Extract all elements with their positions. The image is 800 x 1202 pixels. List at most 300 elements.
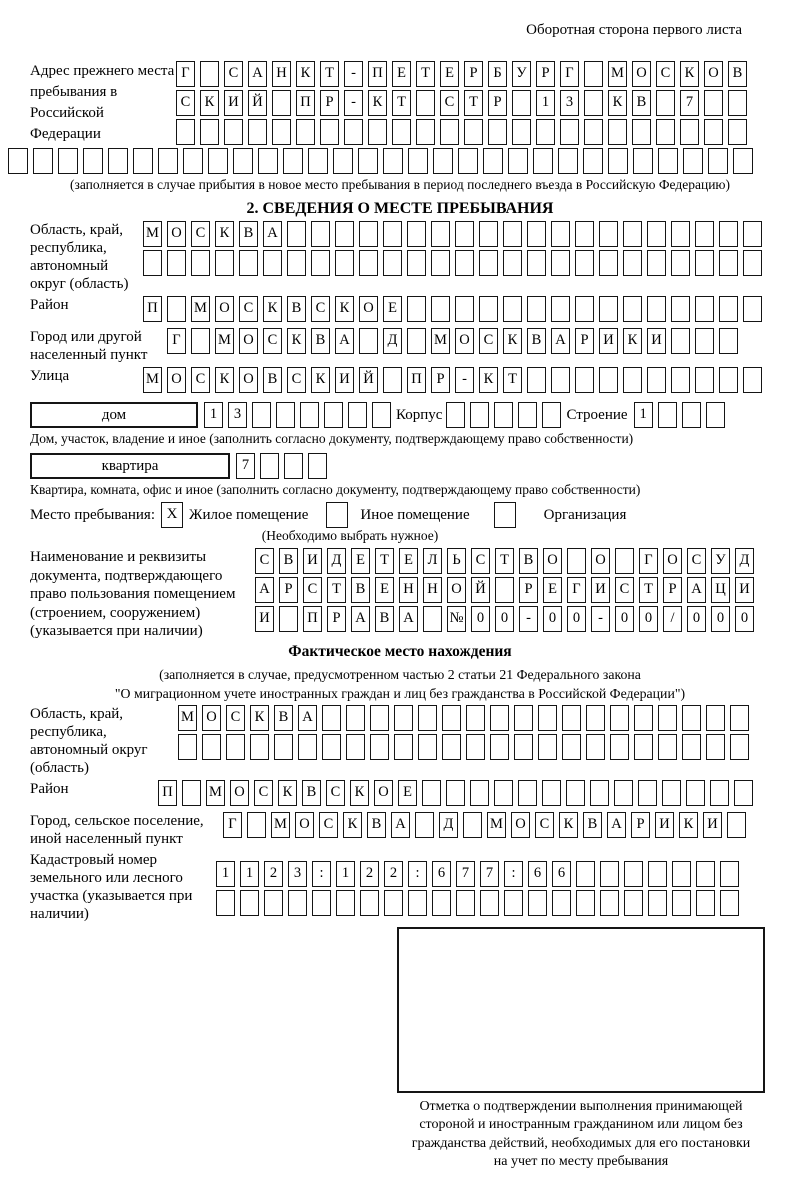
char-box[interactable] <box>431 250 450 276</box>
char-box[interactable] <box>248 119 267 145</box>
char-box[interactable] <box>599 250 618 276</box>
char-box[interactable] <box>696 890 715 916</box>
char-box[interactable] <box>662 780 681 806</box>
char-box[interactable] <box>418 734 437 760</box>
char-box[interactable] <box>108 148 128 174</box>
char-box[interactable]: М <box>191 296 210 322</box>
char-box[interactable] <box>250 734 269 760</box>
char-box[interactable]: К <box>368 90 387 116</box>
char-box[interactable]: Е <box>351 548 370 574</box>
char-box[interactable] <box>647 221 666 247</box>
char-box[interactable] <box>576 890 595 916</box>
char-box[interactable] <box>672 890 691 916</box>
char-box[interactable]: С <box>191 367 210 393</box>
char-box[interactable]: В <box>375 606 394 632</box>
char-box[interactable]: 0 <box>567 606 586 632</box>
char-box[interactable] <box>360 890 379 916</box>
char-box[interactable]: Р <box>663 577 682 603</box>
char-box[interactable] <box>608 148 628 174</box>
char-box[interactable]: С <box>326 780 345 806</box>
char-box[interactable] <box>743 250 762 276</box>
char-box[interactable] <box>695 367 714 393</box>
char-box[interactable]: П <box>143 296 162 322</box>
char-box[interactable]: В <box>263 367 282 393</box>
char-box[interactable] <box>633 148 653 174</box>
char-box[interactable] <box>599 367 618 393</box>
char-box[interactable] <box>494 402 513 428</box>
char-box[interactable] <box>359 221 378 247</box>
char-box[interactable]: Г <box>167 328 186 354</box>
char-box[interactable]: 0 <box>471 606 490 632</box>
char-box[interactable] <box>575 367 594 393</box>
char-box[interactable] <box>658 402 677 428</box>
char-box[interactable]: Е <box>392 61 411 87</box>
char-box[interactable] <box>728 119 747 145</box>
char-box[interactable] <box>533 148 553 174</box>
char-box[interactable] <box>560 119 579 145</box>
char-box[interactable]: К <box>335 296 354 322</box>
char-box[interactable] <box>260 453 279 479</box>
char-box[interactable]: В <box>527 328 546 354</box>
char-box[interactable]: 7 <box>480 861 499 887</box>
char-box[interactable]: Р <box>575 328 594 354</box>
char-box[interactable]: 1 <box>204 402 223 428</box>
char-box[interactable]: В <box>632 90 651 116</box>
char-box[interactable]: М <box>178 705 197 731</box>
char-box[interactable]: О <box>167 221 186 247</box>
char-box[interactable] <box>518 780 537 806</box>
char-box[interactable] <box>202 734 221 760</box>
char-box[interactable]: 0 <box>615 606 634 632</box>
char-box[interactable]: В <box>274 705 293 731</box>
char-box[interactable] <box>407 328 426 354</box>
char-box[interactable] <box>728 90 747 116</box>
char-box[interactable] <box>344 119 363 145</box>
char-box[interactable] <box>335 250 354 276</box>
char-box[interactable]: С <box>254 780 273 806</box>
char-box[interactable]: О <box>239 367 258 393</box>
char-box[interactable]: : <box>504 861 523 887</box>
char-box[interactable]: Р <box>431 367 450 393</box>
char-box[interactable] <box>695 296 714 322</box>
char-box[interactable]: 1 <box>336 861 355 887</box>
char-box[interactable]: И <box>591 577 610 603</box>
char-box[interactable] <box>695 328 714 354</box>
char-box[interactable] <box>508 148 528 174</box>
char-box[interactable]: А <box>255 577 274 603</box>
organization-checkbox[interactable] <box>494 502 516 528</box>
char-box[interactable] <box>743 367 762 393</box>
char-box[interactable] <box>518 402 537 428</box>
char-box[interactable]: У <box>512 61 531 87</box>
char-box[interactable] <box>431 221 450 247</box>
char-box[interactable]: Н <box>272 61 291 87</box>
char-box[interactable] <box>407 250 426 276</box>
char-box[interactable]: 0 <box>543 606 562 632</box>
char-box[interactable]: Н <box>399 577 418 603</box>
char-box[interactable]: О <box>455 328 474 354</box>
char-box[interactable]: Т <box>464 90 483 116</box>
char-box[interactable] <box>320 119 339 145</box>
char-box[interactable]: С <box>311 296 330 322</box>
char-box[interactable]: И <box>224 90 243 116</box>
char-box[interactable] <box>733 148 753 174</box>
char-box[interactable]: С <box>440 90 459 116</box>
char-box[interactable] <box>233 148 253 174</box>
char-box[interactable] <box>167 296 186 322</box>
char-box[interactable] <box>512 90 531 116</box>
char-box[interactable]: М <box>487 812 506 838</box>
char-box[interactable] <box>200 119 219 145</box>
char-box[interactable] <box>536 119 555 145</box>
char-box[interactable] <box>308 453 327 479</box>
char-box[interactable] <box>191 250 210 276</box>
char-box[interactable] <box>423 606 442 632</box>
char-box[interactable]: К <box>350 780 369 806</box>
char-box[interactable]: Ц <box>711 577 730 603</box>
char-box[interactable]: Й <box>248 90 267 116</box>
char-box[interactable]: К <box>287 328 306 354</box>
char-box[interactable] <box>336 890 355 916</box>
char-box[interactable]: М <box>608 61 627 87</box>
char-box[interactable] <box>658 148 678 174</box>
char-box[interactable] <box>614 780 633 806</box>
char-box[interactable] <box>8 148 28 174</box>
char-box[interactable] <box>455 296 474 322</box>
char-box[interactable]: Р <box>327 606 346 632</box>
char-box[interactable] <box>394 734 413 760</box>
char-box[interactable] <box>284 453 303 479</box>
char-box[interactable] <box>562 734 581 760</box>
char-box[interactable]: Е <box>383 296 402 322</box>
char-box[interactable]: С <box>656 61 675 87</box>
char-box[interactable]: П <box>296 90 315 116</box>
char-box[interactable]: Е <box>375 577 394 603</box>
char-box[interactable] <box>224 119 243 145</box>
char-box[interactable] <box>335 221 354 247</box>
char-box[interactable]: О <box>591 548 610 574</box>
char-box[interactable] <box>383 148 403 174</box>
char-box[interactable]: 0 <box>711 606 730 632</box>
char-box[interactable] <box>300 402 319 428</box>
char-box[interactable] <box>656 90 675 116</box>
char-box[interactable] <box>634 734 653 760</box>
char-box[interactable]: 6 <box>528 861 547 887</box>
char-box[interactable] <box>200 61 219 87</box>
char-box[interactable] <box>503 250 522 276</box>
char-box[interactable] <box>584 90 603 116</box>
char-box[interactable] <box>407 296 426 322</box>
char-box[interactable] <box>383 367 402 393</box>
char-box[interactable]: Б <box>488 61 507 87</box>
char-box[interactable]: Й <box>359 367 378 393</box>
char-box[interactable] <box>648 861 667 887</box>
char-box[interactable] <box>480 890 499 916</box>
char-box[interactable]: А <box>351 606 370 632</box>
char-box[interactable] <box>704 90 723 116</box>
char-box[interactable] <box>346 734 365 760</box>
char-box[interactable] <box>276 402 295 428</box>
char-box[interactable] <box>488 119 507 145</box>
char-box[interactable] <box>296 119 315 145</box>
char-box[interactable]: В <box>367 812 386 838</box>
char-box[interactable]: И <box>735 577 754 603</box>
char-box[interactable]: А <box>687 577 706 603</box>
char-box[interactable] <box>623 367 642 393</box>
char-box[interactable]: 0 <box>735 606 754 632</box>
char-box[interactable] <box>455 250 474 276</box>
char-box[interactable] <box>247 812 266 838</box>
char-box[interactable] <box>706 402 725 428</box>
char-box[interactable] <box>503 296 522 322</box>
char-box[interactable]: 7 <box>236 453 255 479</box>
char-box[interactable]: М <box>431 328 450 354</box>
char-box[interactable] <box>346 705 365 731</box>
char-box[interactable] <box>311 250 330 276</box>
char-box[interactable] <box>647 296 666 322</box>
char-box[interactable] <box>672 861 691 887</box>
char-box[interactable] <box>287 221 306 247</box>
char-box[interactable]: М <box>271 812 290 838</box>
char-box[interactable]: В <box>519 548 538 574</box>
char-box[interactable]: И <box>655 812 674 838</box>
char-box[interactable] <box>632 119 651 145</box>
char-box[interactable] <box>324 402 343 428</box>
char-box[interactable] <box>394 705 413 731</box>
char-box[interactable] <box>358 148 378 174</box>
char-box[interactable] <box>283 148 303 174</box>
char-box[interactable] <box>706 734 725 760</box>
char-box[interactable] <box>634 705 653 731</box>
char-box[interactable] <box>551 221 570 247</box>
char-box[interactable] <box>638 780 657 806</box>
char-box[interactable] <box>623 250 642 276</box>
char-box[interactable]: О <box>704 61 723 87</box>
char-box[interactable] <box>527 221 546 247</box>
char-box[interactable]: Е <box>399 548 418 574</box>
char-box[interactable] <box>83 148 103 174</box>
char-box[interactable]: - <box>455 367 474 393</box>
char-box[interactable] <box>682 402 701 428</box>
char-box[interactable] <box>442 734 461 760</box>
char-box[interactable] <box>370 705 389 731</box>
char-box[interactable] <box>252 402 271 428</box>
char-box[interactable]: К <box>343 812 362 838</box>
char-box[interactable]: К <box>215 221 234 247</box>
char-box[interactable] <box>575 221 594 247</box>
char-box[interactable] <box>464 119 483 145</box>
char-box[interactable] <box>272 119 291 145</box>
char-box[interactable] <box>442 705 461 731</box>
char-box[interactable] <box>418 705 437 731</box>
char-box[interactable]: С <box>319 812 338 838</box>
char-box[interactable]: О <box>295 812 314 838</box>
char-box[interactable]: А <box>248 61 267 87</box>
char-box[interactable] <box>743 296 762 322</box>
char-box[interactable] <box>143 250 162 276</box>
char-box[interactable] <box>359 250 378 276</box>
char-box[interactable] <box>671 221 690 247</box>
char-box[interactable] <box>710 780 729 806</box>
char-box[interactable]: А <box>399 606 418 632</box>
char-box[interactable]: К <box>263 296 282 322</box>
char-box[interactable] <box>272 90 291 116</box>
char-box[interactable] <box>743 221 762 247</box>
char-box[interactable]: С <box>176 90 195 116</box>
char-box[interactable] <box>312 890 331 916</box>
char-box[interactable] <box>719 328 738 354</box>
char-box[interactable]: Е <box>440 61 459 87</box>
char-box[interactable]: О <box>511 812 530 838</box>
char-box[interactable]: Р <box>631 812 650 838</box>
char-box[interactable] <box>455 221 474 247</box>
char-box[interactable]: В <box>239 221 258 247</box>
char-box[interactable] <box>695 250 714 276</box>
char-box[interactable] <box>458 148 478 174</box>
char-box[interactable] <box>372 402 391 428</box>
char-box[interactable]: И <box>703 812 722 838</box>
char-box[interactable] <box>584 61 603 87</box>
char-box[interactable] <box>348 402 367 428</box>
char-box[interactable] <box>432 890 451 916</box>
char-box[interactable]: 7 <box>680 90 699 116</box>
char-box[interactable] <box>682 705 701 731</box>
char-box[interactable]: Д <box>735 548 754 574</box>
char-box[interactable] <box>208 148 228 174</box>
char-box[interactable]: К <box>503 328 522 354</box>
char-box[interactable]: : <box>312 861 331 887</box>
char-box[interactable]: И <box>335 367 354 393</box>
char-box[interactable]: - <box>344 90 363 116</box>
char-box[interactable] <box>599 221 618 247</box>
char-box[interactable] <box>191 328 210 354</box>
char-box[interactable] <box>730 734 749 760</box>
char-box[interactable] <box>719 221 738 247</box>
char-box[interactable]: 1 <box>216 861 235 887</box>
char-box[interactable]: И <box>303 548 322 574</box>
char-box[interactable] <box>463 812 482 838</box>
char-box[interactable]: М <box>206 780 225 806</box>
char-box[interactable]: А <box>391 812 410 838</box>
char-box[interactable]: Г <box>560 61 579 87</box>
char-box[interactable]: Л <box>423 548 442 574</box>
char-box[interactable] <box>575 250 594 276</box>
char-box[interactable]: / <box>663 606 682 632</box>
char-box[interactable]: А <box>298 705 317 731</box>
char-box[interactable] <box>33 148 53 174</box>
char-box[interactable] <box>527 250 546 276</box>
char-box[interactable]: Г <box>176 61 195 87</box>
char-box[interactable] <box>551 367 570 393</box>
char-box[interactable] <box>599 296 618 322</box>
char-box[interactable] <box>680 119 699 145</box>
char-box[interactable] <box>538 705 557 731</box>
char-box[interactable]: М <box>143 367 162 393</box>
char-box[interactable] <box>466 705 485 731</box>
char-box[interactable]: С <box>479 328 498 354</box>
char-box[interactable] <box>647 250 666 276</box>
char-box[interactable]: К <box>311 367 330 393</box>
char-box[interactable] <box>514 734 533 760</box>
char-box[interactable]: С <box>535 812 554 838</box>
char-box[interactable] <box>258 148 278 174</box>
char-box[interactable]: Р <box>279 577 298 603</box>
char-box[interactable]: П <box>368 61 387 87</box>
char-box[interactable] <box>446 780 465 806</box>
char-box[interactable]: 2 <box>360 861 379 887</box>
char-box[interactable]: С <box>263 328 282 354</box>
char-box[interactable] <box>368 119 387 145</box>
char-box[interactable] <box>719 296 738 322</box>
char-box[interactable] <box>610 705 629 731</box>
char-box[interactable]: М <box>215 328 234 354</box>
char-box[interactable]: М <box>143 221 162 247</box>
char-box[interactable]: Д <box>383 328 402 354</box>
char-box[interactable] <box>440 119 459 145</box>
char-box[interactable] <box>623 296 642 322</box>
char-box[interactable] <box>392 119 411 145</box>
char-box[interactable] <box>719 367 738 393</box>
char-box[interactable] <box>384 890 403 916</box>
char-box[interactable]: О <box>543 548 562 574</box>
char-box[interactable] <box>408 890 427 916</box>
char-box[interactable]: К <box>680 61 699 87</box>
char-box[interactable]: П <box>407 367 426 393</box>
char-box[interactable] <box>542 780 561 806</box>
char-box[interactable] <box>647 367 666 393</box>
char-box[interactable] <box>682 734 701 760</box>
char-box[interactable] <box>431 296 450 322</box>
char-box[interactable] <box>490 734 509 760</box>
char-box[interactable] <box>298 734 317 760</box>
char-box[interactable]: Н <box>423 577 442 603</box>
char-box[interactable]: : <box>408 861 427 887</box>
char-box[interactable] <box>734 780 753 806</box>
char-box[interactable]: А <box>551 328 570 354</box>
char-box[interactable] <box>704 119 723 145</box>
char-box[interactable] <box>308 148 328 174</box>
char-box[interactable] <box>479 296 498 322</box>
char-box[interactable]: И <box>255 606 274 632</box>
char-box[interactable]: Т <box>320 61 339 87</box>
char-box[interactable] <box>383 221 402 247</box>
char-box[interactable] <box>527 296 546 322</box>
char-box[interactable]: Т <box>327 577 346 603</box>
char-box[interactable] <box>288 890 307 916</box>
char-box[interactable] <box>624 890 643 916</box>
char-box[interactable]: В <box>583 812 602 838</box>
char-box[interactable] <box>311 221 330 247</box>
char-box[interactable]: 6 <box>432 861 451 887</box>
char-box[interactable]: С <box>239 296 258 322</box>
char-box[interactable] <box>456 890 475 916</box>
char-box[interactable]: О <box>215 296 234 322</box>
char-box[interactable] <box>720 861 739 887</box>
char-box[interactable] <box>623 221 642 247</box>
char-box[interactable] <box>656 119 675 145</box>
char-box[interactable]: Т <box>392 90 411 116</box>
char-box[interactable] <box>552 890 571 916</box>
char-box[interactable]: 2 <box>384 861 403 887</box>
char-box[interactable]: Ь <box>447 548 466 574</box>
char-box[interactable] <box>708 148 728 174</box>
char-box[interactable]: А <box>335 328 354 354</box>
char-box[interactable]: О <box>663 548 682 574</box>
char-box[interactable]: Т <box>495 548 514 574</box>
char-box[interactable]: С <box>471 548 490 574</box>
char-box[interactable]: 3 <box>228 402 247 428</box>
char-box[interactable]: К <box>623 328 642 354</box>
